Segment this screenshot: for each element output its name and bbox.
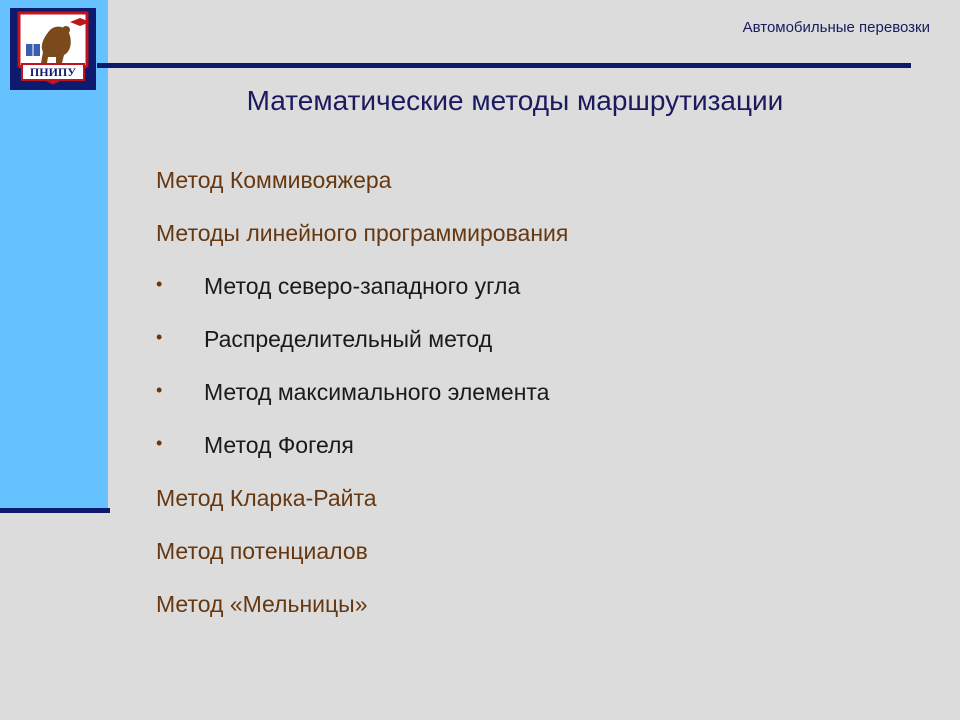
item-text: Метод северо-западного угла <box>204 273 521 299</box>
list-item <box>156 216 876 269</box>
bullet-icon: • <box>156 380 163 400</box>
slide-title: Математические методы маршрутизации <box>246 85 784 116</box>
course-label: Автомобильные перевозки <box>742 19 930 36</box>
item-text: Метод Коммивояжера <box>156 167 392 193</box>
logo-shield-icon <box>10 8 96 90</box>
bullet-icon: • <box>156 274 163 294</box>
sub-list-item <box>156 322 876 375</box>
list-item <box>156 587 876 640</box>
logo-text: ПНИПУ <box>29 65 77 79</box>
list-item <box>156 481 876 534</box>
item-text: Метод Фогеля <box>204 432 354 458</box>
sub-list-item <box>156 375 876 428</box>
item-text: Метод максимального элемента <box>204 379 550 405</box>
list-item <box>156 163 876 216</box>
sub-list-item <box>156 269 876 322</box>
list-item <box>156 534 876 587</box>
item-text: Методы линейного программирования <box>156 220 569 246</box>
header-rule <box>97 63 911 68</box>
bullet-icon: • <box>156 433 163 453</box>
method-list <box>156 163 876 640</box>
item-text: Распределительный метод <box>204 326 493 352</box>
sidebar-divider <box>0 508 110 513</box>
item-text: Метод потенциалов <box>156 538 368 564</box>
pnipu-logo <box>10 8 96 90</box>
item-text: Метод «Мельницы» <box>156 591 368 617</box>
sub-list-item <box>156 428 876 481</box>
item-text: Метод Кларка-Райта <box>156 485 377 511</box>
bullet-icon: • <box>156 327 163 347</box>
